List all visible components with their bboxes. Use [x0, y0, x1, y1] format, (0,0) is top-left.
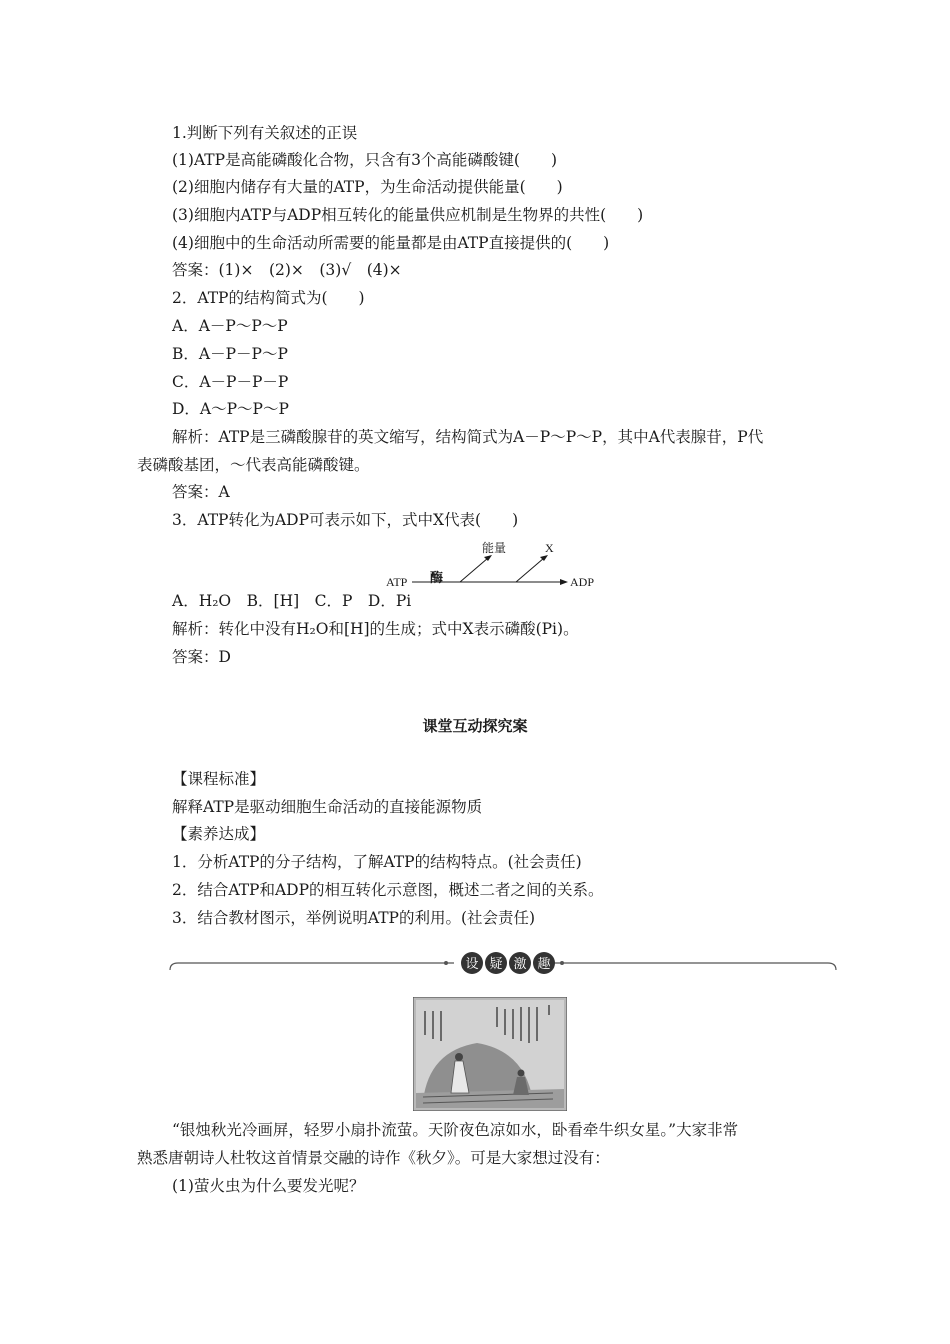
banner-char-1: 设	[465, 957, 479, 972]
intro-line2: 熟悉唐朝诗人杜牧这首情景交融的诗作《秋夕》。可是大家想过没有：	[137, 1149, 610, 1167]
banner-seal	[461, 952, 555, 974]
banner-char-4: 趣	[537, 957, 551, 972]
banner-char-3: 激	[513, 957, 527, 972]
diagram-energy-arrow	[460, 558, 488, 582]
literacy-item-3: 3．结合教材图示，举例说明ATP的利用。(社会责任)	[172, 909, 536, 927]
q1-item-1: (1)ATP是高能磷酸化合物，只含有3个高能磷酸键( )	[172, 151, 558, 169]
q2-option-d: D．A～P～P～P	[172, 400, 289, 418]
literacy-item-2: 2．结合ATP和ADP的相互转化示意图，概述二者之间的关系。	[172, 881, 604, 899]
q1-answer: 答案：(1)× (2)× (3)√ (4)×	[172, 261, 402, 279]
q2-answer: 答案：A	[172, 483, 230, 501]
section-divider-banner	[166, 948, 842, 978]
divider-line-left	[170, 963, 454, 970]
banner-dot-2	[560, 961, 564, 965]
standard-text: 解释ATP是驱动细胞生命活动的直接能源物质	[172, 798, 483, 816]
literacy-item-1: 1．分析ATP的分子结构，了解ATP的结构特点。(社会责任)	[172, 853, 582, 871]
q2-analysis-line1: 解析：ATP是三磷酸腺苷的英文缩写，结构简式为A－P～P～P，其中A代表腺苷，P代	[172, 428, 764, 446]
diagram-main-arrowhead	[560, 579, 568, 585]
standard-heading: 【课程标准】	[172, 770, 266, 788]
diagram-atp-label: ATP	[386, 575, 408, 589]
q1-item-3: (3)细胞内ATP与ADP相互转化的能量供应机制是生物界的共性( )	[172, 206, 644, 224]
diagram-x-label: X	[545, 541, 554, 555]
q2-option-a: A．A－P～P～P	[172, 317, 288, 335]
q3-title: 3．ATP转化为ADP可表示如下，式中X代表( )	[172, 511, 519, 529]
q2-option-b: B．A－P－P～P	[172, 345, 288, 363]
q1-title: 1.判断下列有关叙述的正误	[172, 124, 358, 142]
atp-adp-diagram	[384, 540, 604, 590]
q3-analysis: 解析：转化中没有H₂O和[H]的生成；式中X表示磷酸(Pi)。	[172, 620, 579, 638]
diagram-enzyme-label: 酶	[430, 571, 444, 586]
q2-option-c: C．A－P－P－P	[172, 373, 289, 391]
q2-analysis-line2: 表磷酸基团，～代表高能磷酸键。	[137, 456, 370, 474]
q1-item-4: (4)细胞中的生命活动所需要的能量都是由ATP直接提供的( )	[172, 234, 610, 252]
intro-question: (1)萤火虫为什么要发光呢？	[172, 1177, 365, 1195]
banner-char-2: 疑	[489, 957, 503, 972]
diagram-adp-label: ADP	[570, 575, 595, 589]
literacy-heading: 【素养达成】	[172, 825, 266, 843]
q1-item-2: (2)细胞内储存有大量的ATP，为生命活动提供能量( )	[172, 178, 563, 196]
autumn-night-painting	[413, 997, 567, 1111]
banner-dot-1	[444, 961, 448, 965]
q3-options: A．H₂O B．[H] C．P D．Pi	[172, 592, 412, 610]
q3-answer: 答案：D	[172, 648, 231, 666]
diagram-energy-label: 能量	[482, 541, 507, 555]
divider-line-right	[554, 963, 836, 970]
q2-title: 2．ATP的结构简式为( )	[172, 289, 365, 307]
diagram-x-arrow	[516, 558, 544, 582]
section-title: 课堂互动探究案	[422, 717, 528, 735]
intro-line1: “银烛秋光冷画屏，轻罗小扇扑流萤。天阶夜色凉如水，卧看牵牛织女星。”大家非常	[172, 1121, 739, 1139]
